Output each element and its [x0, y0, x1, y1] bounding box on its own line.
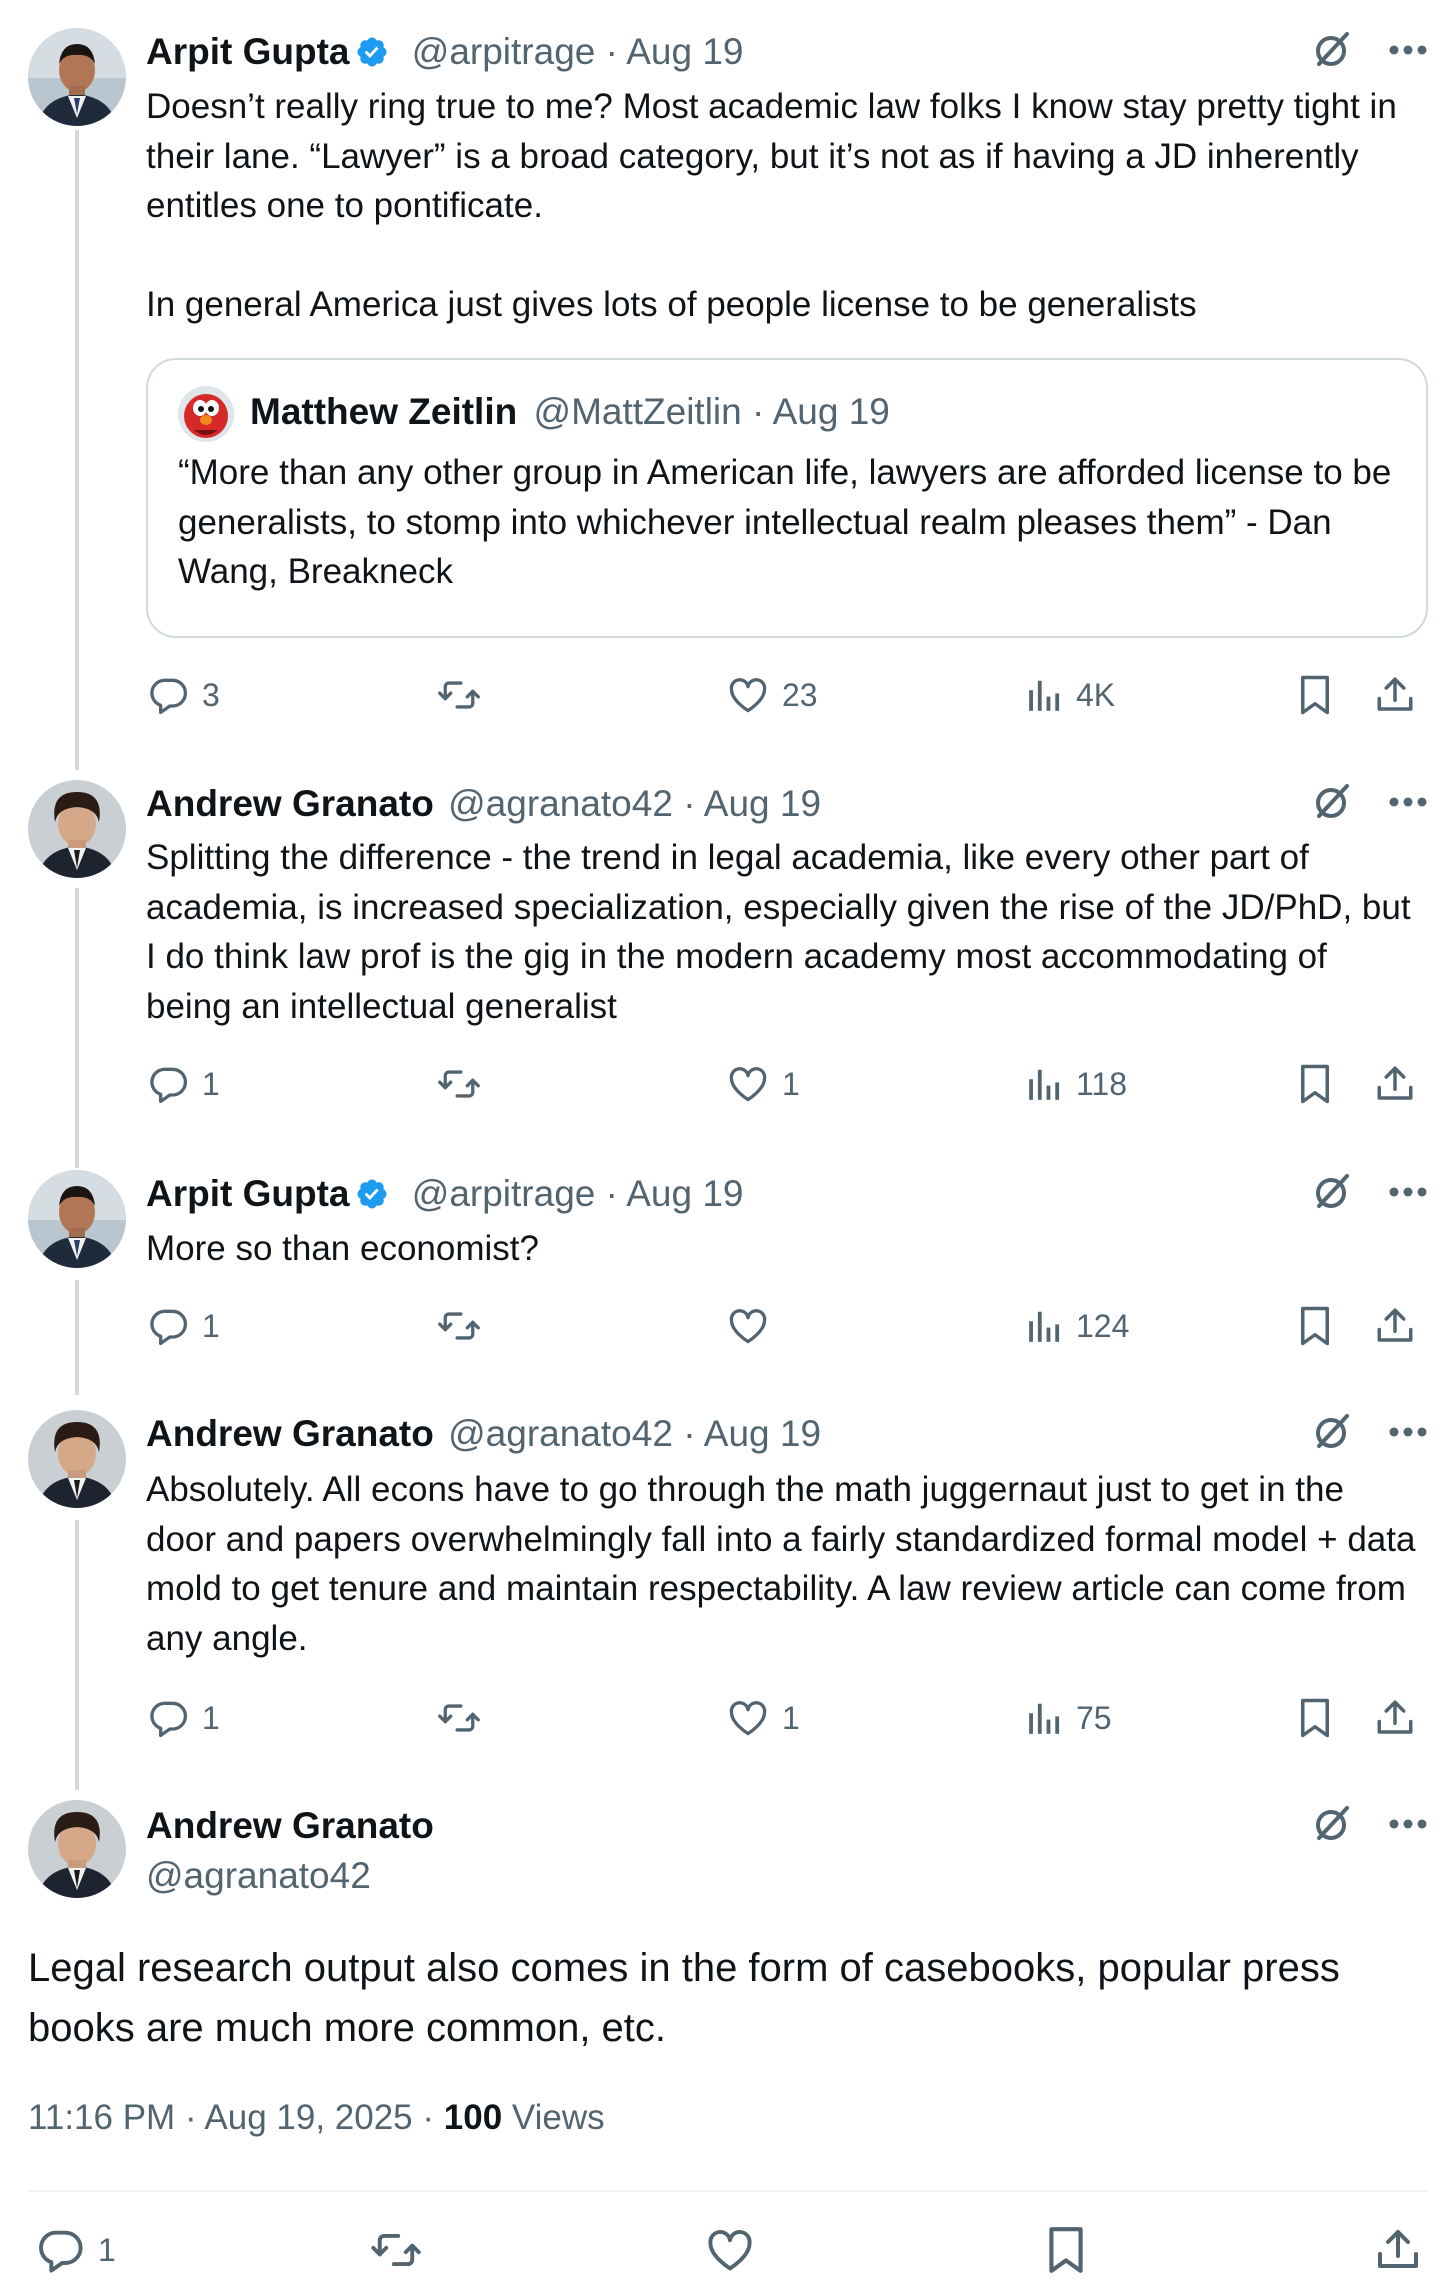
- separator-dot: ·: [683, 783, 696, 824]
- views-icon: [1026, 1064, 1064, 1104]
- views-count: 75: [1076, 1699, 1112, 1736]
- views-button[interactable]: [1026, 665, 1115, 725]
- share-button[interactable]: [1374, 1296, 1416, 1356]
- reply-count: 1: [202, 1065, 220, 1102]
- more-options-icon[interactable]: [1388, 1425, 1428, 1443]
- divider: [28, 2190, 1428, 2192]
- tweet-actions: [146, 1688, 1428, 1748]
- author-name[interactable]: Andrew Granato: [146, 783, 434, 824]
- reply-icon: [146, 1062, 190, 1106]
- reply-icon: [146, 673, 190, 717]
- like-count: 23: [782, 676, 818, 713]
- views-count: 118: [1076, 1065, 1128, 1102]
- tweet-actions: [146, 1054, 1428, 1114]
- share-icon: [1374, 1305, 1416, 1347]
- author-name[interactable]: Andrew Granato: [146, 1805, 434, 1846]
- grok-icon[interactable]: [1310, 780, 1354, 829]
- like-button[interactable]: [704, 2220, 756, 2280]
- views-button[interactable]: [1026, 1688, 1112, 1748]
- repost-button[interactable]: [436, 1054, 494, 1114]
- tweet-actions: [146, 665, 1428, 725]
- views-count: 100: [443, 2098, 503, 2137]
- grok-icon[interactable]: [1310, 28, 1354, 77]
- avatar: [178, 386, 234, 442]
- thread-line: [75, 1280, 79, 1395]
- grok-icon[interactable]: [1310, 1410, 1354, 1459]
- separator-dot: ·: [605, 31, 618, 72]
- views-button[interactable]: [1026, 1296, 1129, 1356]
- bookmark-button[interactable]: [1296, 1296, 1334, 1356]
- like-count: 1: [782, 1699, 800, 1736]
- reply-icon: [34, 2224, 86, 2276]
- reply-icon: [146, 1696, 190, 1740]
- avatar[interactable]: [28, 1800, 126, 1898]
- views-icon: [1026, 1306, 1064, 1346]
- share-icon: [1374, 2226, 1422, 2274]
- author-handle[interactable]: @agranato42: [448, 783, 673, 824]
- tweet-date[interactable]: Aug 19: [703, 783, 822, 824]
- author-name[interactable]: Arpit Gupta: [146, 1173, 350, 1214]
- verified-badge-icon: [355, 1175, 389, 1223]
- repost-button[interactable]: [436, 1688, 494, 1748]
- reply-count: 1: [202, 1699, 220, 1736]
- tweet-text: More so than economist?: [146, 1229, 539, 1268]
- avatar[interactable]: [28, 780, 126, 878]
- views-icon: [1026, 1698, 1064, 1738]
- like-button[interactable]: [726, 665, 818, 725]
- quoted-header: [250, 388, 890, 436]
- quoted-author-handle: @MattZeitlin: [533, 391, 742, 432]
- like-icon: [726, 1304, 770, 1348]
- more-options-icon[interactable]: [1388, 1817, 1428, 1835]
- tweet-header: [146, 780, 821, 828]
- share-button[interactable]: [1374, 665, 1416, 725]
- tweet-top-actions: [1310, 1170, 1428, 1218]
- bookmark-button[interactable]: [1296, 665, 1334, 725]
- repost-button[interactable]: [436, 665, 494, 725]
- share-button[interactable]: [1374, 1688, 1416, 1748]
- grok-icon[interactable]: [1310, 1170, 1354, 1219]
- quoted-author-name: Matthew Zeitlin: [250, 391, 518, 432]
- bookmark-icon: [1044, 2225, 1088, 2275]
- reply-count: 1: [98, 2231, 116, 2268]
- bookmark-icon: [1296, 1063, 1334, 1105]
- quoted-date: Aug 19: [772, 391, 890, 432]
- tweet-date[interactable]: Aug 19, 2025: [204, 2098, 413, 2137]
- views-icon: [1026, 675, 1064, 715]
- author-handle[interactable]: @arpitrage: [411, 31, 596, 72]
- tweet-header: [146, 28, 744, 81]
- separator-dot: ·: [683, 1413, 696, 1454]
- tweet-header: [146, 1410, 821, 1458]
- separator-dot: ·: [605, 1173, 618, 1214]
- reply-button[interactable]: [146, 1688, 220, 1748]
- avatar[interactable]: [28, 1410, 126, 1508]
- thread-line: [75, 888, 79, 1168]
- repost-icon: [368, 2224, 424, 2276]
- thread-line: [75, 1520, 79, 1790]
- like-button[interactable]: [726, 1688, 800, 1748]
- separator-dot: ·: [752, 391, 765, 432]
- separator-dot: ·: [422, 2098, 435, 2137]
- like-button[interactable]: [726, 1296, 782, 1356]
- tweet-top-actions: [1310, 780, 1428, 828]
- like-icon: [726, 1696, 770, 1740]
- like-count: 1: [782, 1065, 800, 1102]
- share-button[interactable]: [1374, 1054, 1416, 1114]
- tweet-date[interactable]: Aug 19: [626, 31, 744, 72]
- repost-button[interactable]: [436, 1296, 494, 1356]
- quoted-text: “More than any other group in American life, lawyers are afforded license to be generalists, to stomp into whichever intellectual realm pleases them” - Dan Wang, Breakneck: [178, 453, 1392, 591]
- like-button[interactable]: [726, 1054, 800, 1114]
- share-icon: [1374, 1063, 1416, 1105]
- more-options-icon[interactable]: [1388, 1185, 1428, 1203]
- reply-button[interactable]: [146, 665, 220, 725]
- grok-icon[interactable]: [1310, 1802, 1354, 1851]
- author-handle[interactable]: @agranato42: [448, 1413, 673, 1454]
- bookmark-button[interactable]: [1296, 1054, 1334, 1114]
- author-handle[interactable]: @arpitrage: [411, 1173, 596, 1214]
- share-icon: [1374, 674, 1416, 716]
- repost-button[interactable]: [368, 2220, 424, 2280]
- more-options-icon[interactable]: [1388, 795, 1428, 813]
- tweet-time[interactable]: 11:16 PM: [28, 2098, 176, 2137]
- tweet-date[interactable]: Aug 19: [703, 1413, 822, 1454]
- tweet-text: Absolutely. All econs have to go through the math juggernaut just to get in the door and papers overwhelmingly fall into a fairly standardized formal model + data mold to get tenure and maintain respectability. A law review article can come from any angle.: [146, 1470, 1416, 1658]
- bookmark-button[interactable]: [1044, 2220, 1088, 2280]
- bookmark-button[interactable]: [1296, 1688, 1334, 1748]
- views-button[interactable]: [1026, 1054, 1127, 1114]
- author-handle[interactable]: @agranato42: [146, 1855, 371, 1896]
- verified-badge-icon: [355, 33, 389, 81]
- reply-button[interactable]: [146, 1054, 220, 1114]
- author-name[interactable]: Andrew Granato: [146, 1413, 434, 1454]
- quoted-tweet[interactable]: [146, 358, 1428, 638]
- bookmark-icon: [1296, 1697, 1334, 1739]
- separator-dot: ·: [184, 2098, 197, 2137]
- views-label: Views: [511, 2098, 605, 2137]
- main-tweet-actions: [28, 2220, 1428, 2282]
- author-name[interactable]: Arpit Gupta: [146, 31, 350, 72]
- bookmark-icon: [1296, 674, 1334, 716]
- tweet-header: [146, 1170, 744, 1223]
- share-icon: [1374, 1697, 1416, 1739]
- tweet-text: Splitting the difference - the trend in legal academia, like every other part of academia, is increased specialization, especially given the rise of the JD/PhD, but I do think law prof is the gig in the modern academy most accommodating of being an intellectual generalist: [146, 838, 1411, 1026]
- share-button[interactable]: [1374, 2220, 1422, 2280]
- reply-count: 3: [202, 676, 220, 713]
- tweet-text: Doesn’t really ring true to me? Most academic law folks I know stay pretty tight in their lane. “Lawyer” is a broad category, but it’s not as if having a JD inherently entitles one to pontificate. In general America just gives lots of people license to be generalists: [146, 87, 1397, 324]
- reply-count: 1: [202, 1307, 220, 1344]
- avatar[interactable]: [28, 1170, 126, 1268]
- tweet-actions: [146, 1296, 1428, 1356]
- tweet-timestamp: [28, 2094, 605, 2142]
- more-options-icon[interactable]: [1388, 43, 1428, 61]
- tweet-date[interactable]: Aug 19: [626, 1173, 744, 1214]
- reply-button[interactable]: [34, 2220, 116, 2280]
- like-icon: [726, 1062, 770, 1106]
- tweet-top-actions: [1310, 1802, 1428, 1850]
- repost-icon: [436, 673, 482, 717]
- reply-button[interactable]: [146, 1296, 220, 1356]
- thread-line: [75, 130, 79, 770]
- repost-icon: [436, 1062, 482, 1106]
- tweet-top-actions: [1310, 1410, 1428, 1458]
- reply-icon: [146, 1304, 190, 1348]
- main-tweet-text: Legal research output also comes in the form of casebooks, popular press books are much more common, etc.: [28, 1946, 1340, 2050]
- avatar[interactable]: [28, 28, 126, 126]
- views-count: 124: [1076, 1307, 1130, 1344]
- bookmark-icon: [1296, 1305, 1334, 1347]
- views-count: 4K: [1076, 676, 1116, 713]
- like-icon: [704, 2224, 756, 2276]
- repost-icon: [436, 1696, 482, 1740]
- repost-icon: [436, 1304, 482, 1348]
- tweet-top-actions: [1310, 28, 1428, 76]
- like-icon: [726, 673, 770, 717]
